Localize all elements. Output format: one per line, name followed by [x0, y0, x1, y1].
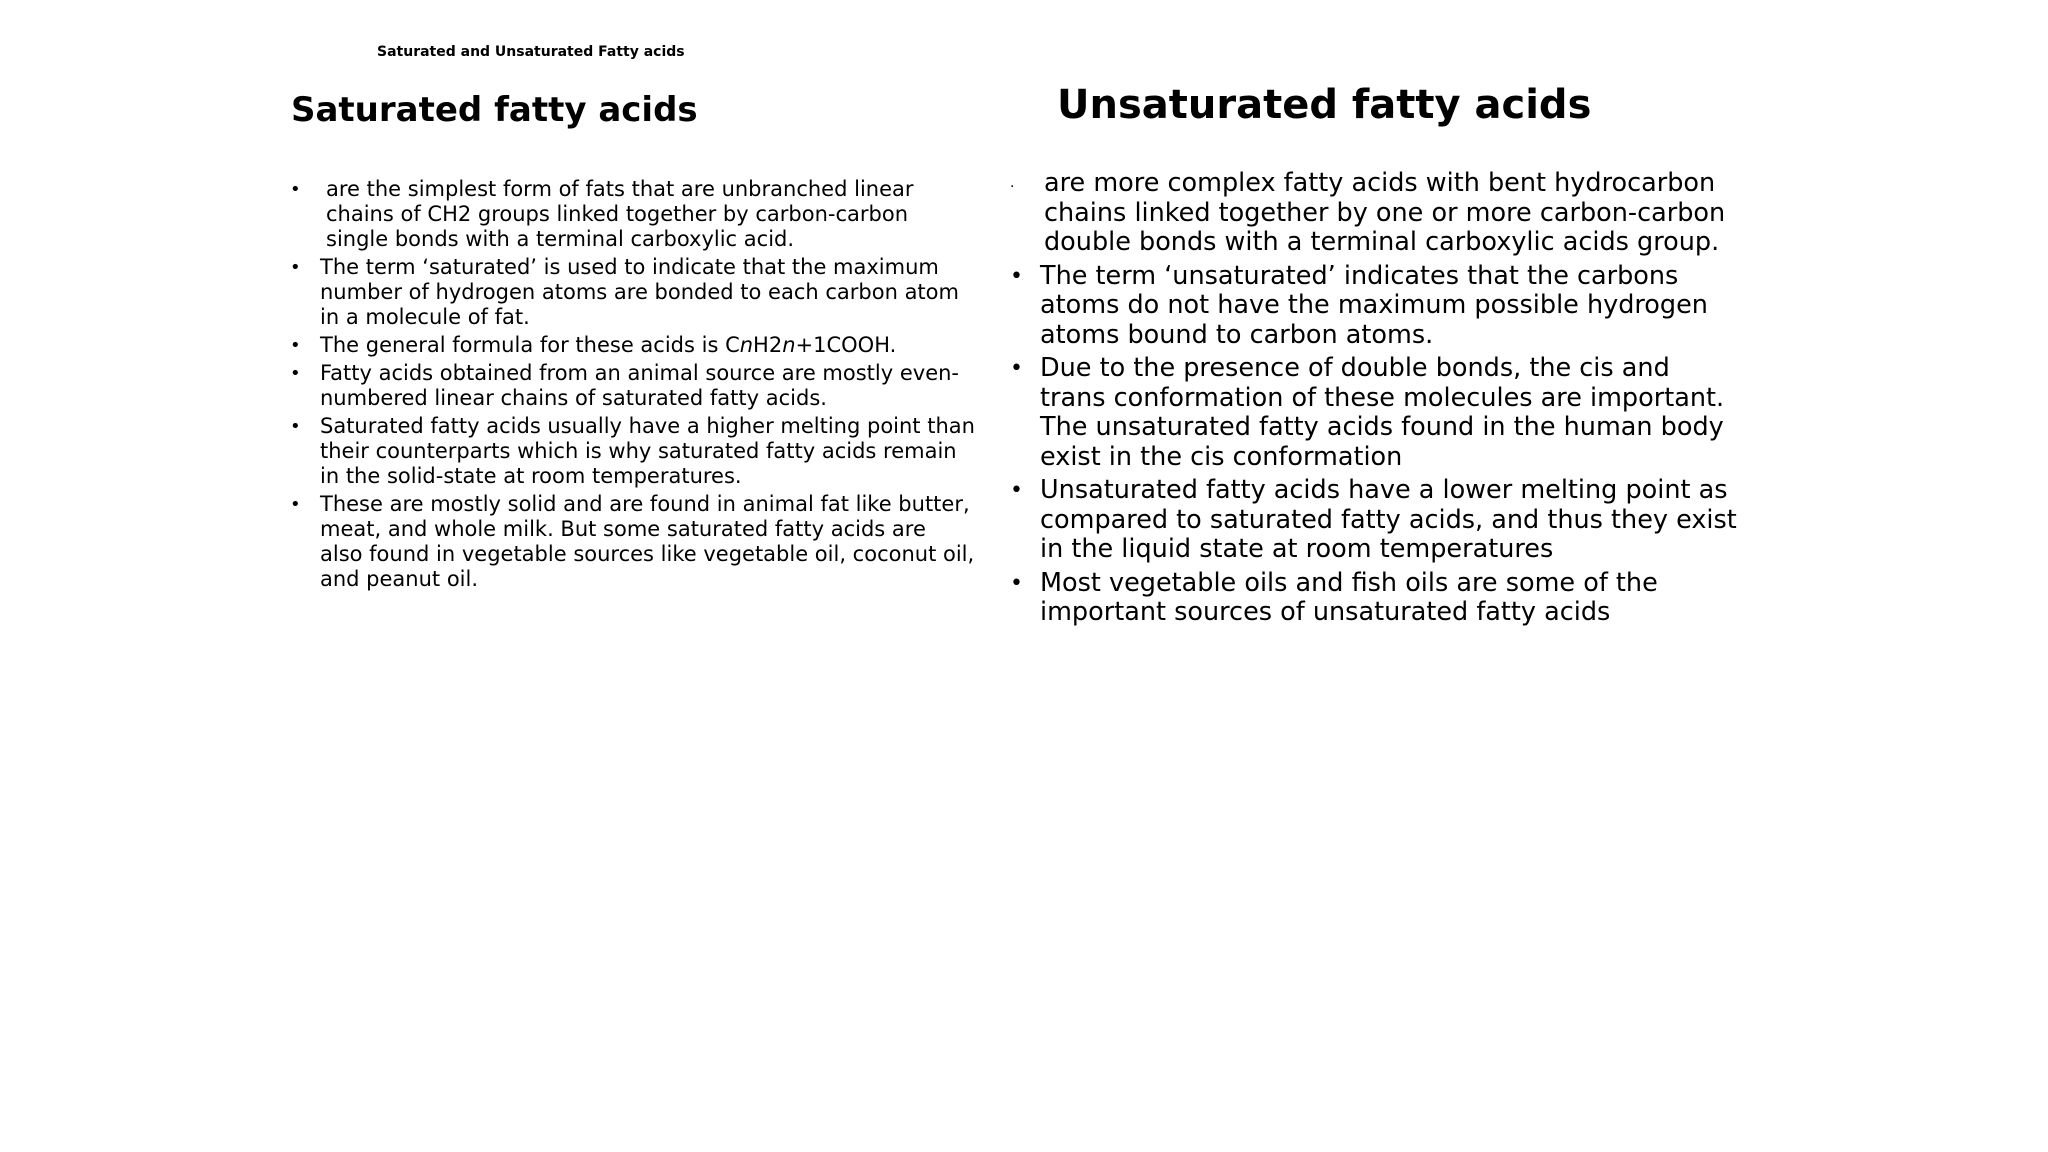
list-item: [290, 177, 975, 252]
bullet-icon: •: [1010, 263, 1023, 289]
bullet-icon: •: [1010, 570, 1023, 596]
formula-n: n: [739, 333, 754, 357]
list-item: [290, 414, 975, 489]
list-item-text: The term ‘saturated’ is used to indicate that the maximum number of hydrogen atoms are bonded to each carbon atom in a molecule of fat.: [320, 255, 959, 329]
list-item: [290, 333, 975, 358]
list-item: [290, 361, 975, 411]
list-item: [1010, 260, 1740, 351]
bullet-icon: •: [290, 335, 301, 356]
bullet-icon: •: [290, 179, 301, 200]
bullet-icon: ·: [1010, 179, 1015, 195]
list-item-text: Fatty acids obtained from an animal source are mostly even-numbered linear chains of saturated fatty acids.: [320, 361, 960, 410]
list-item: [1010, 168, 1740, 258]
list-item-text: are more complex fatty acids with bent hydrocarbon chains linked together by one or more carbon-carbon double bonds with a terminal carboxylic acids group.: [1044, 168, 1726, 257]
unsaturated-list: [1010, 168, 1740, 632]
list-item-text: Saturated fatty acids usually have a higher melting point than their counterparts which is why saturated fatty acids remain in the solid-state at room temperatures.: [320, 414, 975, 488]
list-item-text: are the simplest form of fats that are unbranched linear chains of CH2 groups linked together by carbon-carbon single bonds with a terminal carboxylic acid.: [326, 177, 914, 251]
saturated-title: Saturated fatty acids: [291, 90, 698, 130]
formula-n: n: [782, 333, 796, 357]
list-item-text: Unsaturated fatty acids have a lower melting point as compared to saturated fatty acids, and thus they exist in the liquid state at room temperatures: [1040, 475, 1737, 564]
list-item: [1010, 475, 1740, 565]
bullet-icon: •: [1010, 478, 1023, 503]
list-item: [1010, 353, 1740, 472]
bullet-icon: •: [290, 257, 301, 278]
list-item-text: Most vegetable oils and fish oils are some of the important sources of unsaturated fatty acids: [1040, 567, 1658, 627]
bullet-icon: •: [1010, 356, 1023, 381]
bullet-icon: •: [290, 494, 301, 515]
saturated-list: [290, 177, 975, 595]
formula-prefix: The general formula for these acids is C: [320, 333, 740, 357]
list-item-text: Due to the presence of double bonds, the cis and trans conformation of these molecules are important. The unsaturated fatty acids found in the human body exist in the cis conformation: [1040, 353, 1725, 472]
list-item: [290, 255, 975, 330]
list-item-text: These are mostly solid and are found in animal fat like butter, meat, and whole milk. But some saturated fatty acids are also found in vegetable sources like vegetable oil, coconut oil, and peanut oil.: [320, 492, 975, 591]
list-item-text: The term ‘unsaturated’ indicates that the carbons atoms do not have the maximum possible hydrogen atoms bound to carbon atoms.: [1040, 260, 1708, 350]
list-item: [290, 492, 975, 592]
formula-mid: H2: [753, 333, 783, 357]
bullet-icon: •: [290, 416, 301, 437]
unsaturated-title: Unsaturated fatty acids: [1057, 82, 1592, 128]
list-item: [1010, 567, 1740, 628]
slide-label: Saturated and Unsaturated Fatty acids: [377, 44, 685, 60]
general-formula: [320, 333, 975, 358]
formula-suffix: +1COOH.: [795, 333, 897, 357]
bullet-icon: •: [290, 363, 301, 384]
